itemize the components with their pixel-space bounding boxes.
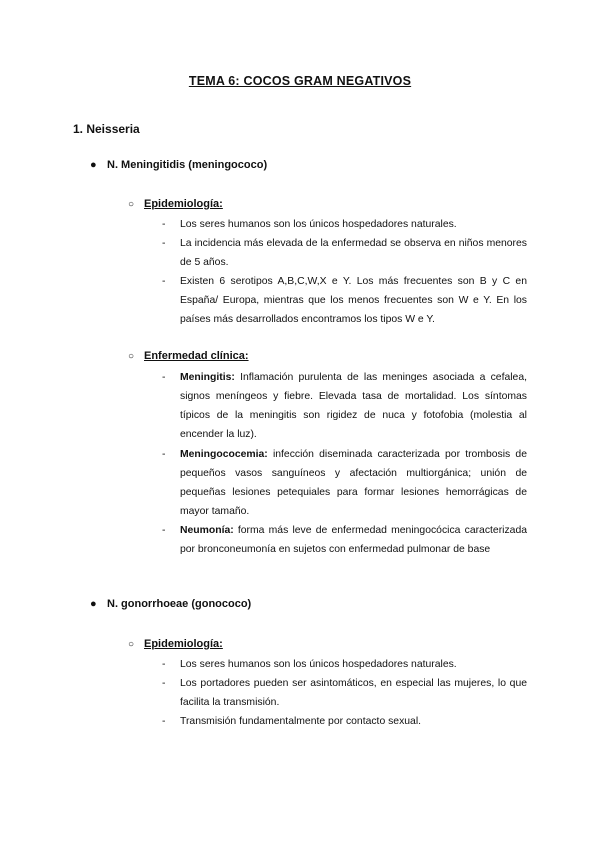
dash-icon: - xyxy=(162,238,166,249)
list-item-text: La incidencia más elevada de la enfermedad se observa en niños menores de 5 años. xyxy=(180,238,527,268)
term-label: Meningitis: xyxy=(180,372,235,383)
organism-name: N. Meningitidis (meningococo) xyxy=(107,159,268,171)
list-item xyxy=(162,215,527,234)
list-item xyxy=(162,368,527,444)
bullet-icon: ● xyxy=(90,598,97,610)
dash-icon: - xyxy=(162,525,166,536)
circle-bullet-icon: ○ xyxy=(128,199,135,210)
organism-heading-gonorrhoeae xyxy=(90,598,251,610)
organism-heading-meningitidis xyxy=(90,159,267,171)
term-description: Inflamación purulenta de las meninges asociada a cefalea, signos meníngeos y fiebre. Elevada tasa de mortalidad. Los síntomas típicos de la meningitis son rigidez de nuca y fotofobia (molestia al encender la luz). xyxy=(180,372,527,440)
list-item xyxy=(162,674,527,712)
list-item-text: Los portadores pueden ser asintomáticos, en especial las mujeres, lo que facilita la transmisión. xyxy=(180,678,527,708)
section-heading: 1. Neisseria xyxy=(73,122,140,136)
dash-icon: - xyxy=(162,449,166,460)
list-item xyxy=(162,521,527,559)
page-title: TEMA 6: COCOS GRAM NEGATIVOS xyxy=(188,74,412,88)
list-item-text: Los seres humanos son los únicos hospedadores naturales. xyxy=(180,659,457,670)
list-item-text: Los seres humanos son los únicos hospedadores naturales. xyxy=(180,219,457,230)
list-item xyxy=(162,712,527,731)
subsection-heading xyxy=(128,350,249,362)
list-item xyxy=(162,445,527,521)
list-item-text xyxy=(180,368,527,444)
bullet-icon: ● xyxy=(90,159,97,171)
term-label: Meningococemia: xyxy=(180,449,268,460)
dash-icon: - xyxy=(162,372,166,383)
list-item xyxy=(162,655,527,674)
term-label: Neumonía: xyxy=(180,525,234,536)
list-item-text: Existen 6 serotipos A,B,C,W,X e Y. Los más frecuentes son B y C en España/ Europa, mientras que los menos frecuentes son W e Y. En los países más desarrollados encontramos los tipos W e Y. xyxy=(180,276,527,325)
term-description: infección diseminada caracterizada por trombosis de pequeños vasos sanguíneos y afectación multiorgánica; unión de pequeñas lesiones petequiales para formar lesiones hemorrágicas de mayor tamaño. xyxy=(180,449,527,517)
list-item xyxy=(162,272,527,329)
list-item xyxy=(162,234,527,272)
subsection-heading xyxy=(128,198,223,210)
term-description: forma más leve de enfermedad meningocócica caracterizada por bronconeumonía en sujetos con enfermedad pulmonar de base xyxy=(180,525,527,555)
dash-icon: - xyxy=(162,276,166,287)
subsection-label: Enfermedad clínica: xyxy=(144,350,249,362)
dash-icon: - xyxy=(162,219,166,230)
circle-bullet-icon: ○ xyxy=(128,351,135,362)
list-item-text xyxy=(180,521,527,559)
circle-bullet-icon: ○ xyxy=(128,639,135,650)
subsection-heading xyxy=(128,638,223,650)
organism-name: N. gonorrhoeae (gonococo) xyxy=(107,598,252,610)
list-item-text: Transmisión fundamentalmente por contacto sexual. xyxy=(180,716,422,727)
list-item-text xyxy=(180,445,527,521)
dash-icon: - xyxy=(162,659,166,670)
subsection-label: Epidemiología: xyxy=(144,198,223,210)
dash-icon: - xyxy=(162,716,166,727)
subsection-label: Epidemiología: xyxy=(144,638,223,650)
dash-icon: - xyxy=(162,678,166,689)
